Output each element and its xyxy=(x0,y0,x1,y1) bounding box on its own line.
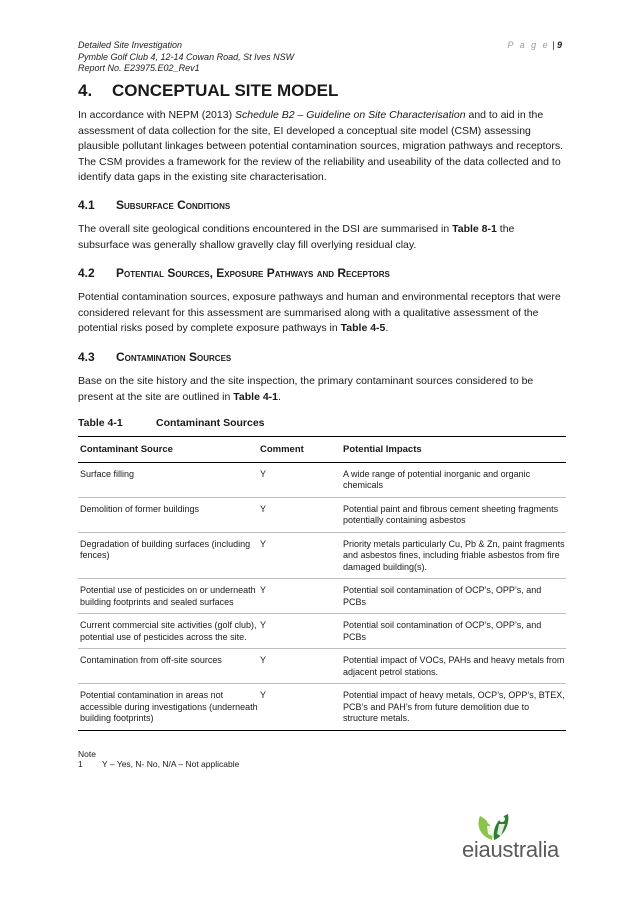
table-row xyxy=(78,532,566,579)
table-row xyxy=(78,497,566,532)
cell-source: Demolition of former buildings xyxy=(80,503,200,514)
text-end: . xyxy=(385,322,389,335)
table-row xyxy=(78,684,566,731)
subsection-number: 4.3 xyxy=(78,350,95,364)
table-title: Contaminant Sources xyxy=(156,417,265,429)
subsection-number: 4.1 xyxy=(78,198,95,212)
cell-source: Current commercial site activities (golf club), potential use of pesticides across the site. xyxy=(80,620,257,642)
page-number-value: 9 xyxy=(556,40,562,50)
cell-impacts: Potential soil contamination of OCP’s, OPP’s, and PCBs xyxy=(343,585,542,607)
cell-source: Potential use of pesticides on or underneath building footprints and sealed surfaces xyxy=(80,585,256,607)
cell-impacts: Potential impact of heavy metals, OCP’s, OPP’s, BTEX, PCB’s and PAH’s from future demolition due to structure metals. xyxy=(343,690,565,723)
section-heading-4-3 xyxy=(78,350,231,364)
cell-impacts: Potential soil contamination of OCP’s, OPP’s, and PCBs xyxy=(343,620,542,642)
table-reference: Table 8-1 xyxy=(452,223,497,235)
table-caption xyxy=(78,417,265,429)
text-start: The overall site geological conditions encountered in the DSI are summarised in xyxy=(78,223,453,235)
cell-comment: Y xyxy=(260,468,267,479)
intro-text-end: and to aid in the assessment of data collection for the site, EI developed a conceptual site model (CSM) assessing plausible pollutant linkages between potential contamination sources, migration pathways and receptors. The CSM provides a framework for the review of the reliability and useability of the data collected and to identify data gaps in the existing site characterisation. xyxy=(78,109,564,184)
header-report-title: Detailed Site Investigation xyxy=(78,40,183,50)
subsection-title: Contamination Sources xyxy=(116,350,232,364)
table-header-row xyxy=(78,437,566,463)
table-row xyxy=(78,614,566,649)
cell-source: Surface filling xyxy=(80,468,135,479)
cell-source: Contamination from off-site sources xyxy=(80,655,222,665)
section-number: 4. xyxy=(78,81,93,100)
section-heading-4-1 xyxy=(78,198,230,212)
text-start: Base on the site history and the site inspection, the primary contaminant sources considered to be present at the site are outlined in xyxy=(78,375,534,403)
cell-comment: Y xyxy=(260,655,267,665)
section-4-1-text xyxy=(78,222,564,253)
text-end: . xyxy=(278,390,281,403)
header-contaminant-source: Contaminant Source xyxy=(80,444,173,455)
section-title: CONCEPTUAL SITE MODEL xyxy=(112,81,339,100)
subsection-title: Potential Sources, Exposure Pathways and Receptors xyxy=(116,266,390,280)
section-4-intro xyxy=(78,108,564,186)
note-label: Note 1 xyxy=(78,749,96,769)
table-row xyxy=(78,462,566,497)
logo-wordmark: eiaustralia xyxy=(462,837,559,862)
section-4-2-text xyxy=(78,290,564,337)
section-4-3-text xyxy=(78,374,564,405)
intro-guideline-title: Schedule B2 – Guideline on Site Characterisation xyxy=(235,109,466,121)
note-text: Y – Yes, N- No, N/A – Not applicable xyxy=(102,759,240,769)
header-potential-impacts: Potential Impacts xyxy=(343,444,422,455)
table-row xyxy=(78,579,566,614)
page-label: P a g e xyxy=(507,40,550,50)
cell-comment: Y xyxy=(260,538,267,549)
cell-impacts: A wide range of potential inorganic and organic chemicals xyxy=(343,468,531,490)
cell-impacts: Potential impact of VOCs, PAHs and heavy metals from adjacent petrol stations. xyxy=(343,655,565,677)
intro-text-start: In accordance with NEPM (2013) xyxy=(78,109,235,121)
cell-source: Potential contamination in areas not accessible during investigations (underneath building footprints) xyxy=(80,690,258,723)
subsection-title: Subsurface Conditions xyxy=(116,198,231,212)
cell-comment: Y xyxy=(260,690,267,700)
table-reference: Table 4-1 xyxy=(233,390,279,403)
table-reference: Table 4-5 xyxy=(340,322,386,335)
text-end: the subsurface was generally shallow gravelly clay fill overlying residual clay. xyxy=(78,223,515,251)
page-separator: | xyxy=(549,40,557,50)
cell-impacts: Potential paint and fibrous cement sheeting fragments potentially containing asbestos xyxy=(343,503,559,525)
eiaustralia-logo xyxy=(462,812,562,862)
page-number xyxy=(507,40,562,50)
table-number: Table 4-1 xyxy=(78,417,123,429)
header-comment: Comment xyxy=(260,444,304,455)
cell-comment: Y xyxy=(260,503,267,514)
section-heading-4-2 xyxy=(78,266,390,280)
table-note xyxy=(78,749,239,769)
cell-comment: Y xyxy=(260,585,267,595)
header-report-number: Report No. E23975.E02_Rev1 xyxy=(78,63,200,73)
cell-source: Degradation of building surfaces (including fences) xyxy=(80,538,251,560)
table-row xyxy=(78,649,566,684)
header-site-address: Pymble Golf Club 4, 12-14 Cowan Road, St Ives NSW xyxy=(78,51,295,62)
text-start: Potential contamination sources, exposure pathways and human and environmental receptors that were considered relevant for this assessment are summarised along with a qualitative assessment of the potential risks posed by complete exposure pathways in xyxy=(78,291,561,335)
cell-impacts: Priority metals particularly Cu, Pb & Zn, paint fragments and asbestos fines, including friable asbestos from fire damaged building(s). xyxy=(343,538,565,572)
running-header xyxy=(78,40,294,75)
contaminant-sources-table xyxy=(78,436,566,731)
subsection-number: 4.2 xyxy=(78,266,95,280)
section-heading-4 xyxy=(78,81,338,101)
cell-comment: Y xyxy=(260,620,267,630)
